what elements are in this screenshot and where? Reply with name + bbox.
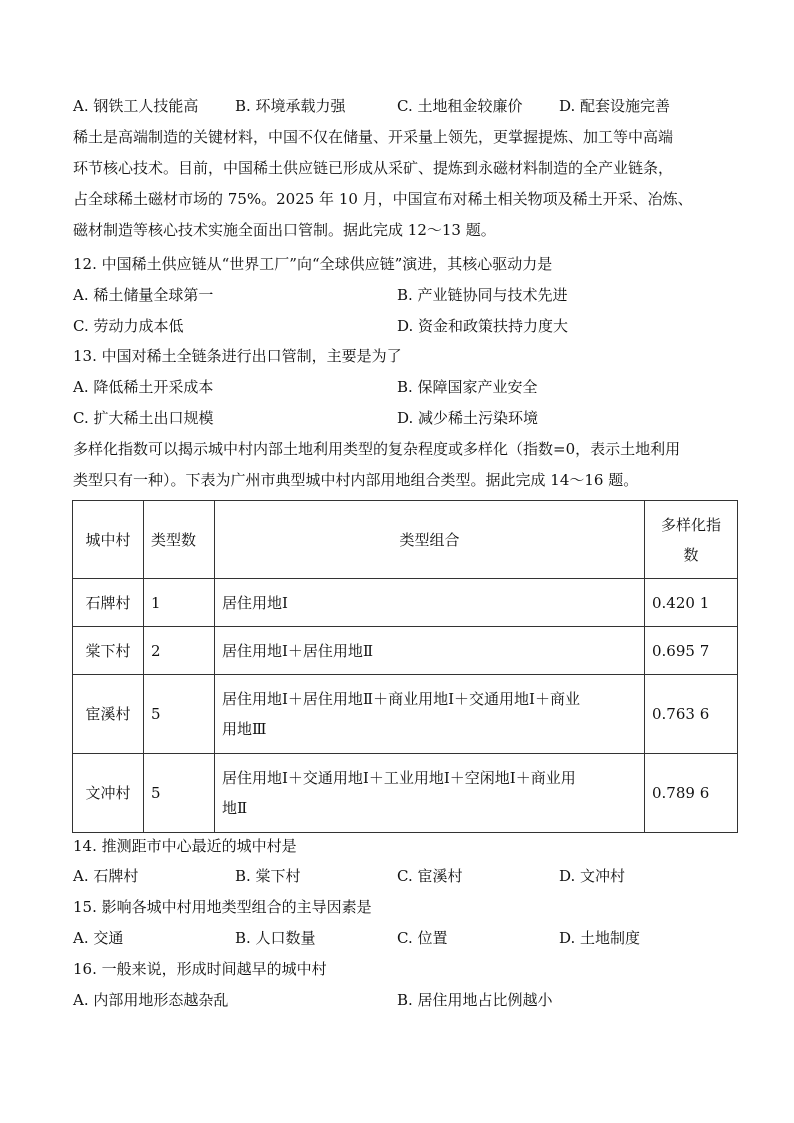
passage1-line-1: 稀土是高端制造的关键材料，中国不仅在储量、开采量上领先，更掌握提炼、加工等中高端 (73, 128, 674, 146)
table-row (73, 627, 738, 675)
cell-combination: 居住用地Ⅰ＋居住用地Ⅱ (215, 627, 645, 675)
q16-stem: 16. 一般来说，形成时间越早的城中村 (73, 960, 327, 978)
q15-stem: 15. 影响各城中村用地类型组合的主导因素是 (73, 898, 372, 916)
passage2-line-1: 多样化指数可以揭示城中村内部土地利用类型的复杂程度或多样化（指数=0，表示土地利用 (73, 440, 681, 458)
header-count: 类型数 (144, 501, 215, 579)
q15-option-a: A. 交通 (73, 929, 124, 947)
q15-option-d: D. 土地制度 (559, 929, 641, 947)
q14-stem: 14. 推测距市中心最近的城中村是 (73, 837, 297, 855)
cell-count: 5 (144, 754, 215, 833)
q14-option-c: C. 宦溪村 (397, 867, 463, 885)
header-village: 城中村 (73, 501, 144, 579)
cell-village: 棠下村 (73, 627, 144, 675)
q13-option-d: D. 减少稀土污染环境 (397, 409, 539, 427)
table-row (73, 579, 738, 627)
q13-option-a: A. 降低稀土开采成本 (73, 378, 214, 396)
cell-combination (215, 675, 645, 754)
q12-option-c: C. 劳动力成本低 (73, 317, 184, 335)
q14-option-d: D. 文冲村 (559, 867, 626, 885)
q11-option-d: D. 配套设施完善 (559, 97, 671, 115)
cell-combination (215, 754, 645, 833)
passage1-line-4: 磁材制造等核心技术实施全面出口管制。据此完成 12～13 题。 (73, 221, 496, 239)
q15-option-b: B. 人口数量 (235, 929, 316, 947)
cell-count: 2 (144, 627, 215, 675)
cell-index: 0.695 7 (645, 627, 738, 675)
table-row (73, 754, 738, 833)
q14-option-a: A. 石牌村 (73, 867, 139, 885)
header-index (645, 501, 738, 579)
q14-option-b: B. 棠下村 (235, 867, 301, 885)
header-combination: 类型组合 (215, 501, 645, 579)
cell-village: 宦溪村 (73, 675, 144, 754)
table-row (73, 675, 738, 754)
cell-combination-line-1: 居住用地Ⅰ＋居住用地Ⅱ＋商业用地Ⅰ＋交通用地Ⅰ＋商业 (222, 690, 580, 708)
cell-index: 0.420 1 (645, 579, 738, 627)
q16-option-b: B. 居住用地占比例越小 (397, 991, 553, 1009)
cell-index: 0.789 6 (645, 754, 738, 833)
q12-stem: 12. 中国稀土供应链从“世界工厂”向“全球供应链”演进，其核心驱动力是 (73, 255, 553, 273)
q13-option-c: C. 扩大稀土出口规模 (73, 409, 214, 427)
table-header-row (73, 501, 738, 579)
q12-option-d: D. 资金和政策扶持力度大 (397, 317, 569, 335)
cell-combination-line-1: 居住用地Ⅰ＋交通用地Ⅰ＋工业用地Ⅰ＋空闲地Ⅰ＋商业用 (222, 769, 576, 787)
header-index-line-2: 数 (683, 545, 699, 564)
q15-option-c: C. 位置 (397, 929, 448, 947)
q11-option-a: A. 钢铁工人技能高 (73, 97, 199, 115)
header-index-line-1: 多样化指 (660, 515, 721, 534)
q12-option-b: B. 产业链协同与技术先进 (397, 286, 568, 304)
cell-village: 文冲村 (73, 754, 144, 833)
q11-option-c: C. 土地租金较廉价 (397, 97, 523, 115)
cell-combination-line-2: 地Ⅱ (222, 799, 248, 817)
q13-stem: 13. 中国对稀土全链条进行出口管制，主要是为了 (73, 347, 402, 365)
q12-option-a: A. 稀土储量全球第一 (73, 286, 214, 304)
passage1-line-3: 占全球稀土磁材市场的 75%。2025 年 10 月，中国宣布对稀土相关物项及稀土开采、冶炼、 (73, 190, 693, 208)
passage1-line-2: 环节核心技术。目前，中国稀土供应链已形成从采矿、提炼到永磁材料制造的全产业链条， (73, 159, 674, 177)
q11-option-b: B. 环境承载力强 (235, 97, 346, 115)
land-use-table (72, 500, 738, 833)
passage2-line-2: 类型只有一种）。下表为广州市典型城中村内部用地组合类型。据此完成 14～16 题。 (73, 471, 639, 489)
q16-option-a: A. 内部用地形态越杂乱 (73, 991, 229, 1009)
cell-index: 0.763 6 (645, 675, 738, 754)
q13-option-b: B. 保障国家产业安全 (397, 378, 538, 396)
cell-count: 1 (144, 579, 215, 627)
cell-combination-line-2: 用地Ⅲ (222, 720, 267, 738)
cell-combination: 居住用地Ⅰ (215, 579, 645, 627)
cell-village: 石牌村 (73, 579, 144, 627)
cell-count: 5 (144, 675, 215, 754)
